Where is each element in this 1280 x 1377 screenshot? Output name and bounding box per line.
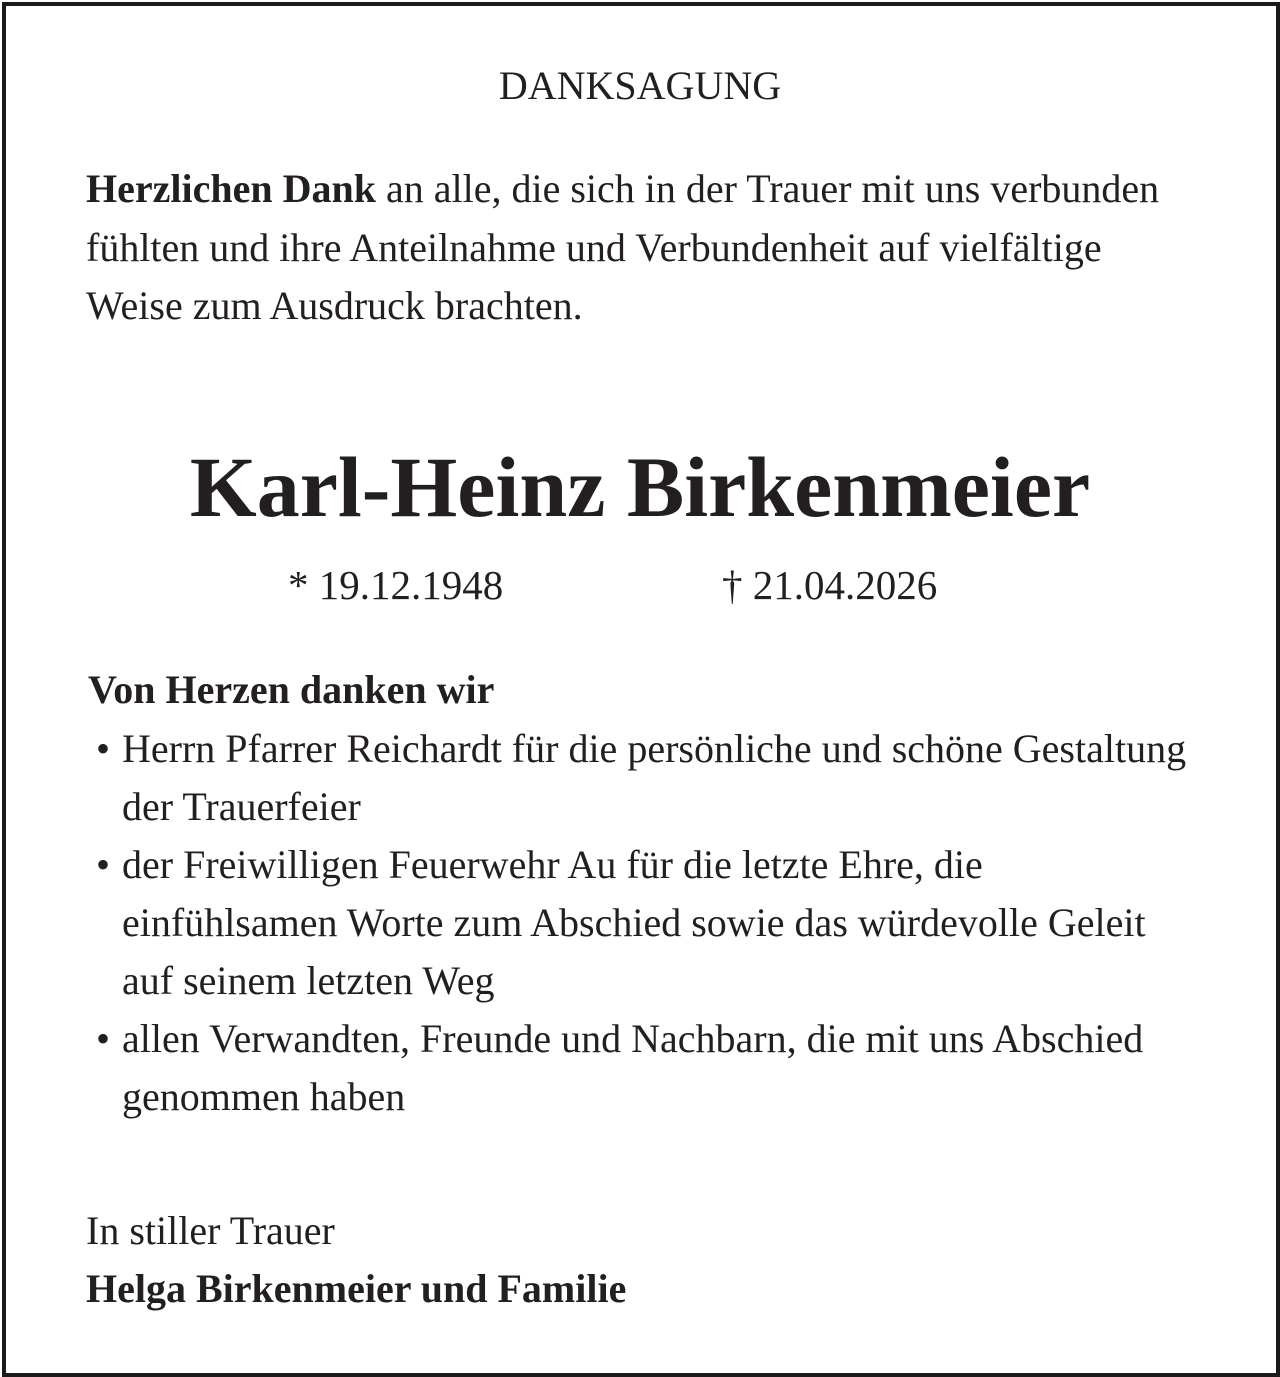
deceased-name: Karl-Heinz Birkenmeier: [189, 439, 1091, 535]
list-item-text: Herrn Pfarrer Reichardt für die persönliche und schöne Gestaltung der Trauerfeier: [122, 726, 1187, 829]
birth-date: * 19.12.1948: [288, 562, 504, 608]
closing-line: In stiller Trauer: [86, 1208, 335, 1253]
thanks-title: Von Herzen danken wir: [88, 667, 495, 712]
list-item: [96, 836, 1206, 1010]
intro-text: an alle, die sich in der Trauer mit uns verbunden fühlten und ihre Anteilnahme und Verbundenheit auf vielfältige Weise zum Ausdruck brachten.: [86, 166, 1160, 328]
bullet-icon: •: [96, 1016, 111, 1061]
list-item: [96, 1010, 1206, 1126]
notice-heading: DANKSAGUNG: [498, 63, 782, 108]
signature: Helga Birkenmeier und Familie: [86, 1266, 627, 1311]
intro-lead: Herzlichen Dank: [86, 166, 376, 211]
list-item-text: allen Verwandten, Freunde und Nachbarn, die mit uns Abschied genommen haben: [122, 1016, 1144, 1119]
thanks-list: [96, 720, 1206, 1126]
bullet-icon: •: [96, 842, 111, 887]
death-date: † 21.04.2026: [722, 562, 938, 608]
closing-block: [86, 1202, 626, 1318]
list-item: [96, 720, 1206, 836]
intro-paragraph: [86, 160, 1196, 336]
list-item-text: der Freiwilligen Feuerwehr Au für die letzte Ehre, die einfühlsamen Worte zum Abschied sowie das würdevolle Geleit auf seinem letzten Weg: [122, 842, 1146, 1003]
bullet-icon: •: [96, 726, 111, 771]
